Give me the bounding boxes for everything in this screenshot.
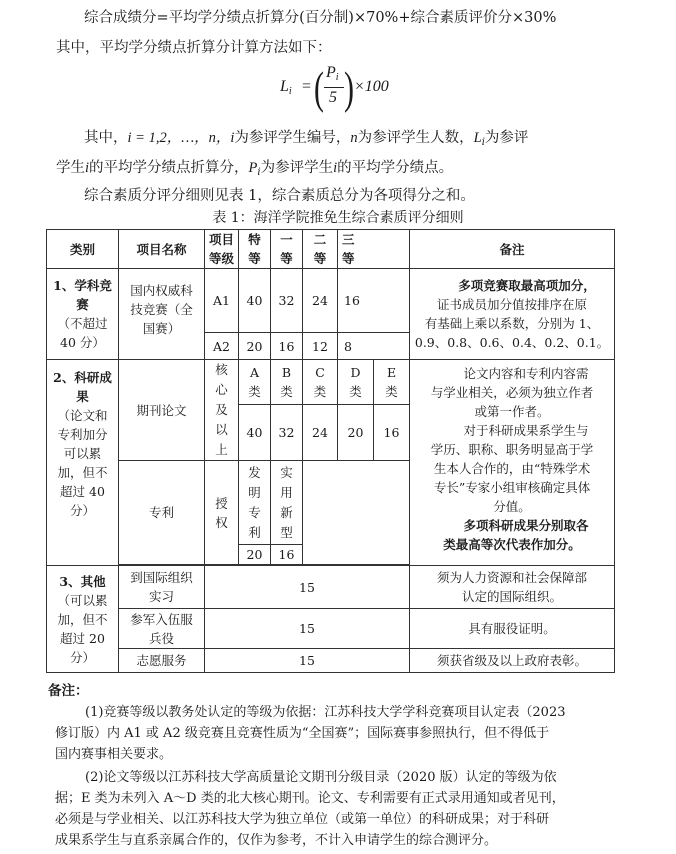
table-reference: 综合素质分评分细则见表 1，综合素质总分为各项得分之和。 (84, 188, 475, 204)
table-row (47, 269, 615, 333)
score-cell: 20 (239, 333, 271, 360)
header-third: 三 等 (338, 230, 410, 269)
formula-intro: 其中，平均学分绩点折算分计算方法如下： (56, 40, 332, 56)
score-cell: 20 (239, 545, 271, 565)
header-item: 项目名称 (119, 230, 205, 269)
table-caption: 表 1：海洋学院推免生综合素质评分细则 (212, 210, 464, 226)
remark-internship: 须为人力资源和社会保障部 认定的国际组织。 (410, 566, 615, 609)
category-research: 2、科研成 果 （论文和 专利加分 可以累 加，但不 超过 40 分） (47, 360, 119, 566)
grade-c: C 类 (303, 360, 338, 405)
remark-research: 论文内容和专利内容需 与学业相关，必须为独立作者 或第一作者。 对于科研成果系学生与 学历、职称、职务明显高于学 生本人合作的，由“特殊学术 专长”专家小组审核确定具体 分值。 多项科研成果分别取各 类最高等次代表作加分。 (410, 360, 615, 566)
grade-e: E 类 (374, 360, 410, 405)
grade-utility-model: 实 用 新 型 (271, 461, 303, 545)
level-authorized: 授 权 (205, 461, 239, 565)
note-2: (2)论文等级以江苏科技大学高质量论文期刊分级目录（2020 版）认定的等级为依 据；E 类为未列入 A～D 类的北大核心期刊。论文、专利需要有正式录用通知或者见刊， 必须是与学业相关、以江苏科技大学为独立单位（或第一单位）的科研成果；对于科研 成果系学生与直系亲属合作的，仅作为参考，不计入申请学生的综合测评分。 (55, 770, 565, 848)
scoring-table (46, 229, 615, 673)
score-cell: 16 (374, 404, 410, 460)
header-level: 项目 等级 (205, 230, 239, 269)
item-international-internship: 到国际组织 实习 (119, 566, 205, 609)
score-cell: 8 (338, 333, 410, 360)
score-cell: 24 (303, 269, 338, 333)
formula-description: 综合成绩分=平均学分绩点折算分(百分制)×70%+综合素质评价分×30% (84, 10, 557, 26)
item-volunteer: 志愿服务 (119, 649, 205, 673)
score-cell: 24 (303, 404, 338, 460)
category-other: 3、其他 （可以累 加，但不 超过 20 分） (47, 566, 119, 673)
empty-cell (303, 461, 410, 565)
score-cell: 32 (271, 269, 303, 333)
gpa-formula: $L_i$ = ( $P_i$ 5 ) ×100 (280, 64, 389, 114)
notes-title: 备注： (48, 683, 89, 699)
category-competition: 1、学科竞 赛 （不超过 40 分） (47, 269, 119, 360)
table-row (47, 609, 615, 649)
header-second: 二 等 (303, 230, 338, 269)
header-first: 一 等 (271, 230, 303, 269)
score-cell: 40 (239, 269, 271, 333)
header-remark: 备注 (410, 230, 615, 269)
level-core: 核 心 及 以 上 (205, 360, 239, 461)
item-military-service: 参军入伍服 兵役 (119, 609, 205, 649)
score-cell: 20 (338, 404, 374, 460)
header-category: 类别 (47, 230, 119, 269)
score-cell: 12 (303, 333, 338, 360)
remark-competition: 多项竞赛取最高项加分， 证书成员加分值按排序在原 有基础上乘以系数，分别为 1、 0.9、0.8、0.6、0.4、0.2、0.1。 (410, 269, 615, 360)
score-cell: 16 (271, 333, 303, 360)
remark-volunteer: 须获省级及以上政府表彰。 (410, 649, 615, 673)
remark-military: 具有服役证明。 (410, 609, 615, 649)
level-a1: A1 (205, 269, 239, 333)
table-header-row (47, 230, 615, 269)
grade-invention-patent: 发 明 专 利 (239, 461, 271, 545)
score-cell: 15 (205, 566, 410, 609)
grade-d: D 类 (338, 360, 374, 405)
table-row (47, 649, 615, 673)
grade-b: B 类 (271, 360, 303, 405)
note-1: (1)竞赛等级以教务处认定的等级为依据：江苏科技大学学科竞赛项目认定表（2023 修订版）内 A1 或 A2 级竞赛且竞赛性质为“全国赛”；国际赛事参照执行，但不得低于 国内赛事相关要求。 (55, 705, 566, 762)
header-special: 特 等 (239, 230, 271, 269)
score-cell: 16 (338, 269, 410, 333)
score-cell: 32 (271, 404, 303, 460)
score-cell: 15 (205, 609, 410, 649)
variable-definition-line-1: 其中，i = 1,2，…，n，i为参评学生编号，n为参评学生人数，$L_i$为参评 (84, 130, 529, 148)
grade-a: A 类 (239, 360, 271, 405)
score-cell: 15 (205, 649, 410, 673)
table-row (47, 566, 615, 609)
score-cell: 40 (239, 404, 271, 460)
score-cell: 16 (271, 545, 303, 565)
item-competition: 国内权威科 技竞赛（全 国赛） (119, 269, 205, 360)
item-patent: 专利 (119, 461, 205, 565)
table-row (47, 360, 615, 405)
variable-definition-line-2: 学生i的平均学分绩点折算分，$P_i$为参评学生i的平均学分绩点。 (56, 160, 454, 178)
item-journal-paper: 期刊论文 (119, 360, 205, 461)
level-a2: A2 (205, 333, 239, 360)
